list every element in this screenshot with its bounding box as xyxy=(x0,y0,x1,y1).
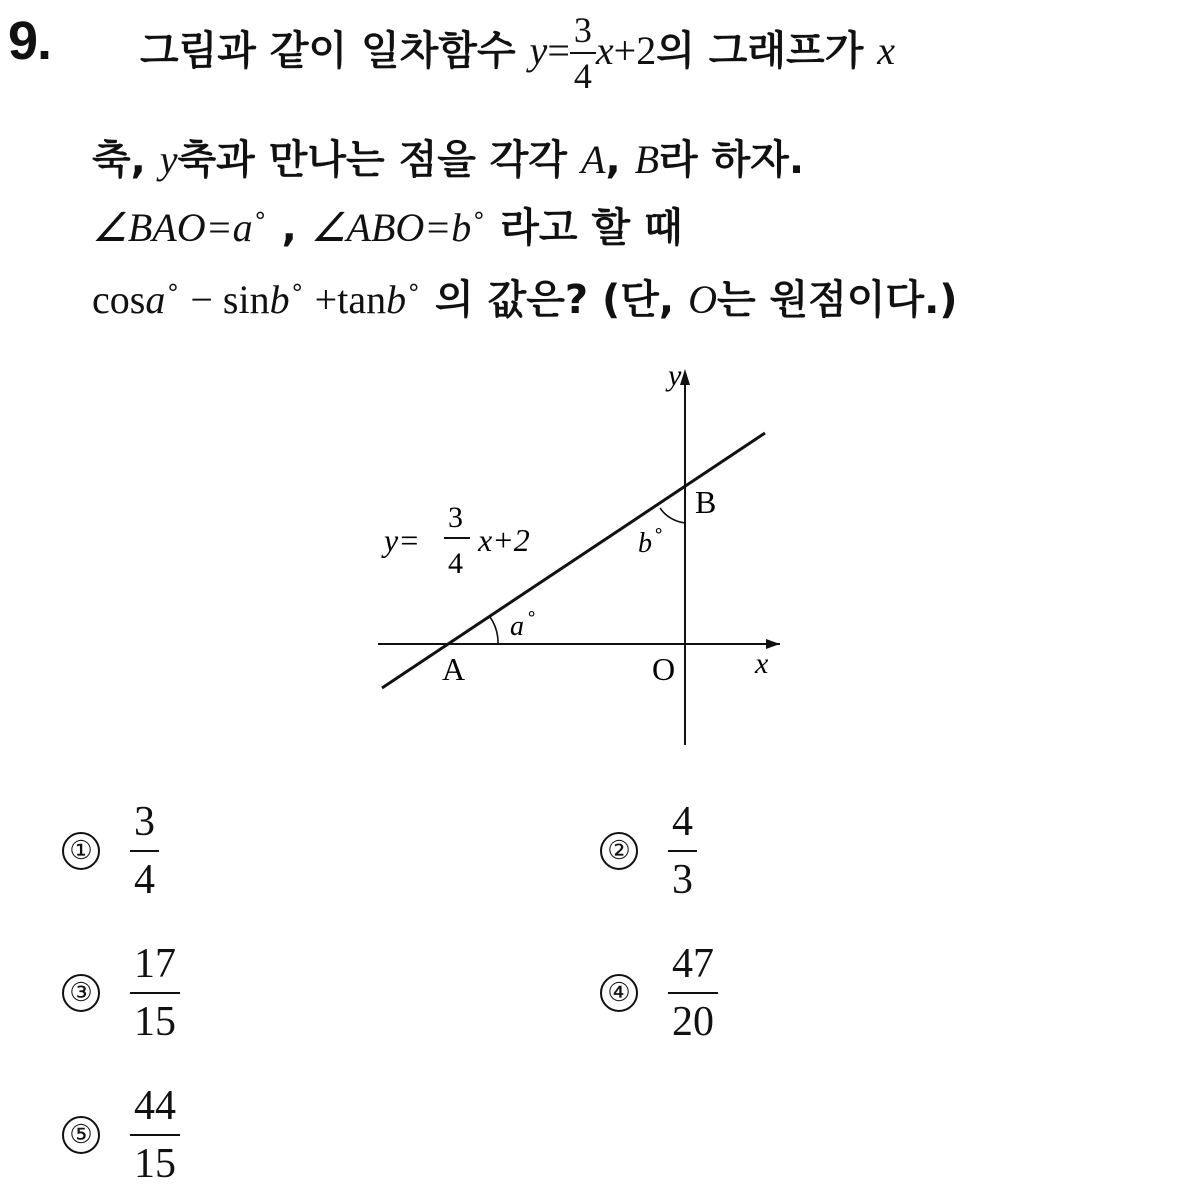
denominator: 3 xyxy=(672,857,693,904)
choice-1[interactable] xyxy=(62,800,159,902)
choice-5[interactable] xyxy=(62,1084,180,1186)
eq-numerator: 3 xyxy=(448,501,463,534)
choice-fraction xyxy=(130,942,180,1044)
slope-denominator: 4 xyxy=(573,56,592,96)
graph-figure xyxy=(360,355,800,755)
intercept-term: +2 xyxy=(613,28,657,73)
question-text: 라 하자. xyxy=(659,137,805,183)
var-b: b xyxy=(386,277,407,322)
degree-sign: ∘ xyxy=(165,273,181,301)
question-text: 축, xyxy=(92,137,160,183)
numerator: 4 xyxy=(668,800,697,852)
angle-abo: ∠ABO=b xyxy=(310,205,472,250)
degree-sign: ∘ xyxy=(252,201,268,229)
degree-sign: ∘ xyxy=(471,201,487,229)
question-text: 그림과 같이 일차함수 xyxy=(140,28,530,74)
numerator: 44 xyxy=(130,1084,180,1136)
denominator: 4 xyxy=(134,857,155,904)
degree-sign: ∘ xyxy=(406,273,422,301)
choice-number: ② xyxy=(600,832,638,870)
numerator: 3 xyxy=(130,800,159,852)
point-o: O xyxy=(652,651,676,687)
eq-rest: x+2 xyxy=(478,522,530,558)
var-x: x xyxy=(595,28,614,73)
question-text: 는 원점이다.) xyxy=(716,277,958,323)
angle-bao: ∠BAO=a xyxy=(92,205,253,250)
angle-a-degree: ∘ xyxy=(526,603,538,623)
point-b-label: B xyxy=(634,137,659,182)
slope-fraction xyxy=(570,12,596,94)
x-axis-label: x xyxy=(755,647,769,680)
point-a: A xyxy=(442,651,466,687)
angle-a-arc xyxy=(490,617,498,644)
origin-label: O xyxy=(688,277,717,322)
var-x: x xyxy=(877,28,896,73)
eq-y: y= xyxy=(384,522,420,558)
slope-numerator: 3 xyxy=(570,12,596,54)
question-text: 의 그래프가 xyxy=(656,28,878,74)
y-axis-arrow-icon xyxy=(680,369,690,385)
choice-fraction xyxy=(668,800,697,902)
denominator: 15 xyxy=(134,1141,176,1188)
choice-number: ① xyxy=(62,832,100,870)
numerator: 17 xyxy=(130,942,180,994)
choice-number: ④ xyxy=(600,974,638,1012)
question-number: 9. xyxy=(8,11,52,71)
question-text: 라고 할 때 xyxy=(486,205,683,251)
question-line-4 xyxy=(92,268,958,325)
angle-b-degree: ∘ xyxy=(653,520,665,540)
choice-fraction xyxy=(130,800,159,902)
question-text: 의 값은? (단, xyxy=(421,277,689,323)
tan-fn: +tan xyxy=(304,277,387,322)
var-y: y xyxy=(159,137,178,182)
choice-3[interactable] xyxy=(62,942,180,1044)
choice-2[interactable] xyxy=(600,800,697,902)
denominator: 15 xyxy=(134,999,176,1046)
function-line xyxy=(382,433,765,688)
var-b: b xyxy=(269,277,290,322)
choice-number: ⑤ xyxy=(62,1116,100,1154)
denominator: 20 xyxy=(672,999,714,1046)
angle-a-label: a xyxy=(510,611,524,642)
y-axis-label: y xyxy=(668,359,682,392)
point-a-label: A xyxy=(581,137,606,182)
sin-fn: − sin xyxy=(180,277,270,322)
degree-sign: ∘ xyxy=(289,273,305,301)
separator: , xyxy=(267,205,311,251)
question-line-3 xyxy=(92,196,683,253)
choice-4[interactable] xyxy=(600,942,718,1044)
var-a: a xyxy=(145,277,166,322)
question-text: 축과 만나는 점을 각각 xyxy=(177,137,581,183)
eq-denominator: 4 xyxy=(448,547,463,580)
point-b: B xyxy=(695,484,717,520)
angle-b-label: b xyxy=(638,528,652,559)
question-line-1 xyxy=(140,12,895,94)
choice-fraction xyxy=(130,1084,180,1186)
cos-fn: cos xyxy=(92,277,146,322)
choice-fraction xyxy=(668,942,718,1044)
numerator: 47 xyxy=(668,942,718,994)
equals-sign: = xyxy=(547,28,570,73)
comma: , xyxy=(605,137,635,183)
question-line-2 xyxy=(92,128,804,185)
choice-number: ③ xyxy=(62,974,100,1012)
var-y: y xyxy=(529,28,548,73)
